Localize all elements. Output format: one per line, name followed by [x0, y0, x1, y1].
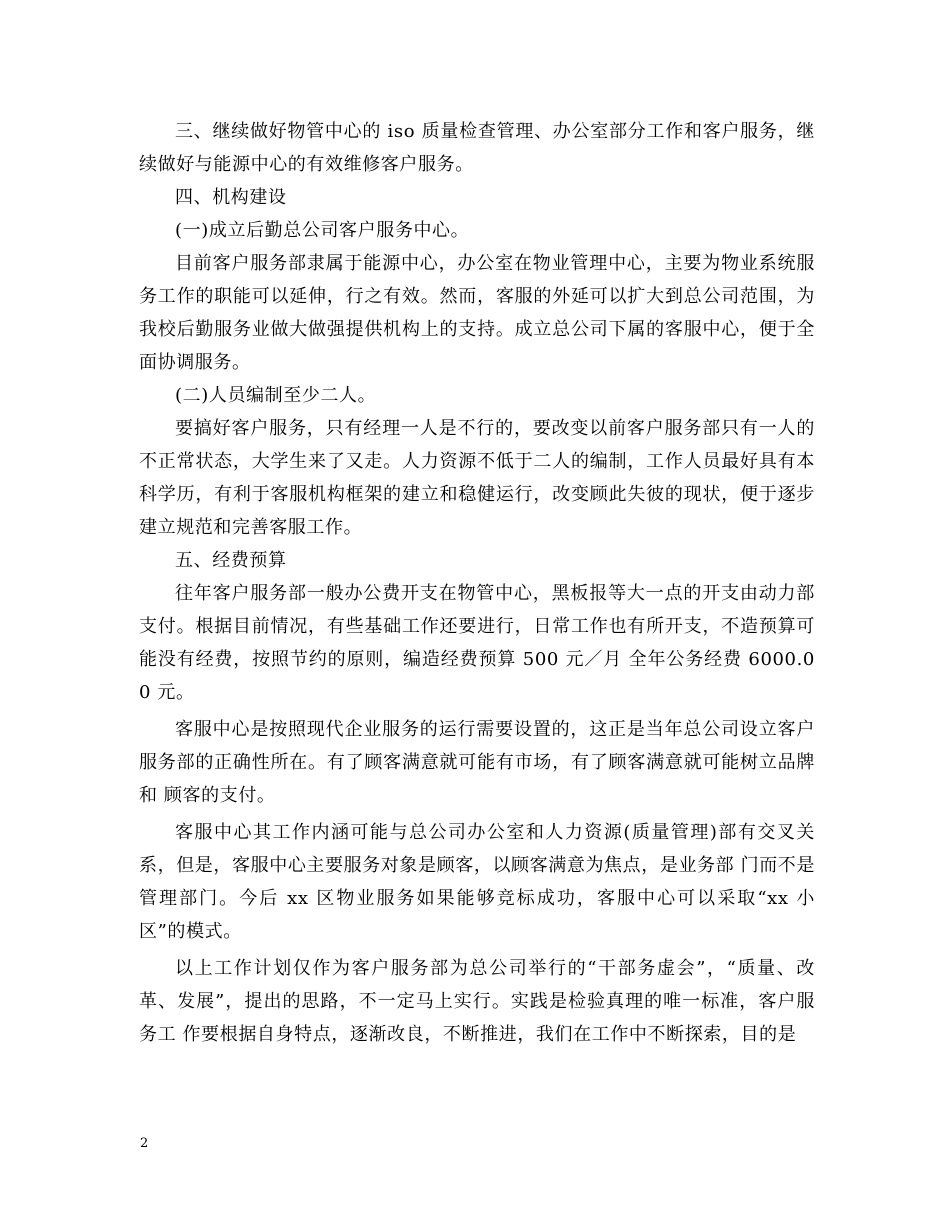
paragraph-work-scope: 客服中心其工作内涵可能与总公司办公室和人力资源(质量管理)部有交叉关系，但是，客服中心主要服务对象是顾客，以顾客满意为焦点，是业务部 门而不是管理部门。今后 xx 区物业服务如果能够竞标成功，客服中心可以采取“xx 小区”的模式。 — [139, 822, 815, 942]
paragraph-customer-satisfaction: 客服中心是按照现代企业服务的运行需要设置的，这正是当年总公司设立客户服务部的正确性所在。有了顾客满意就可能有市场，有了顾客满意就可能树立品牌和 顾客的支付。 — [139, 719, 815, 806]
heading-budget: 五、经费预算 — [175, 550, 287, 571]
paragraph-service-continuation: 三、继续做好物管中心的 iso 质量检查管理、办公室部分工作和客户服务，继续做好与能源中心的有效维修客户服务。 — [139, 121, 815, 175]
page-number: 2 — [140, 1136, 149, 1151]
subheading-service-center: (一)成立后勤总公司客户服务中心。 — [175, 220, 470, 241]
paragraph-conclusion: 以上工作计划仅作为客户服务部为总公司举行的“干部务虚会”，“质量、改革、发展”，提出的思路，不一定马上实行。实践是检验真理的唯一标准，客户服务工 作要根据自身特点，逐渐改良，不断推进，我们在工作中不断探索，目的是 — [139, 958, 815, 1045]
paragraph-service-center: 目前客户服务部隶属于能源中心，办公室在物业管理中心，主要为物业系统服务工作的职能可以延伸，行之有效。然而，客服的外延可以扩大到总公司范围，为我校后勤服务业做大做强提供机构上的支持。成立总公司下属的客服中心，便于全面协调服务。 — [139, 253, 815, 373]
paragraph-budget: 往年客户服务部一般办公费开支在物管中心，黑板报等大一点的开支由动力部支付。根据目前情况，有些基础工作还要进行，日常工作也有所开支，不造预算可能没有经费，按照节约的原则，编造经费预算 500 元／月 全年公务经费 6000.00 元。 — [139, 583, 815, 703]
heading-organization: 四、机构建设 — [175, 187, 287, 208]
paragraph-staffing: 要搞好客户服务，只有经理一人是不行的，要改变以前客户服务部只有一人的不正常状态，大学生来了又走。人力资源不低于二人的编制，工作人员最好具有本科学历，有利于客服机构框架的建立和稳健运行，改变顾此失彼的现状，便于逐步建立规范和完善客服工作。 — [139, 418, 815, 538]
document-body — [139, 115, 815, 1051]
subheading-staffing: (二)人员编制至少二人。 — [175, 385, 377, 406]
